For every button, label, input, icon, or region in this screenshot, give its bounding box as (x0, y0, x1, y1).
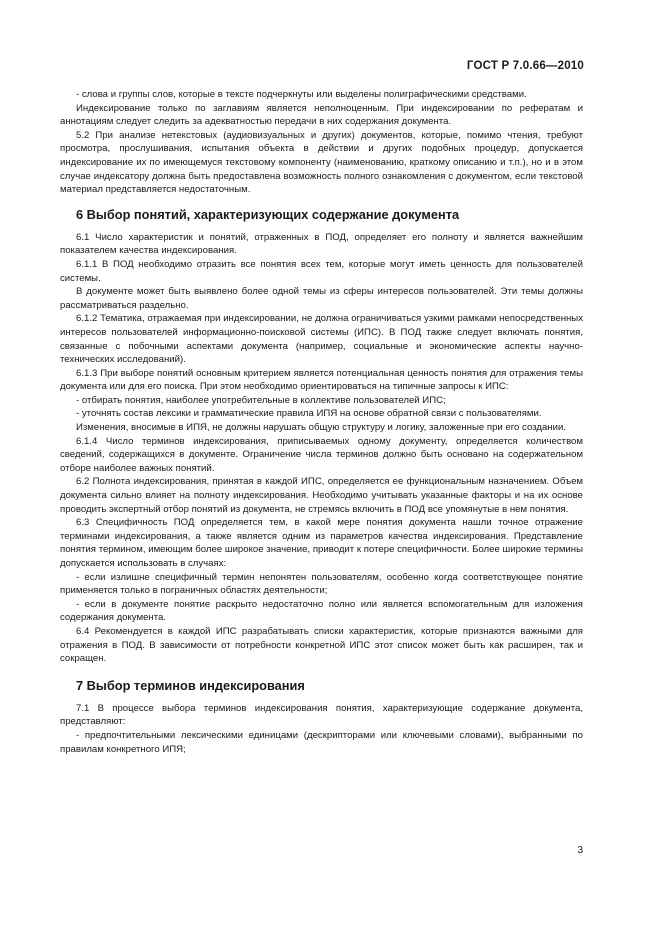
paragraph: 6.1 Число характеристик и понятий, отраженных в ПОД, определяет его полноту и является важнейшим показателем качества индексирования. (60, 231, 583, 257)
paragraph: В документе может быть выявлено более одной темы из сферы интересов пользователей. Эти темы должны рассматриваться раздельно. (60, 286, 583, 311)
paragraph: 6.4 Рекомендуется в каждой ИПС разрабатывать списки характеристик, которые признаются важными для отражения в ПОД. В зависимости от потребности конкретной ИПС этот список может быть как расширен, так и сокращен. (60, 625, 583, 665)
paragraph: 6.1.3 При выборе понятий основным критерием является потенциальная ценность понятия для отражения темы документа или для его поиска. При этом необходимо ориентироваться на типичные запросы к ИПС: (60, 367, 583, 393)
document-body (60, 88, 583, 756)
paragraph: 6.1.4 Число терминов индексирования, приписываемых одному документу, определяется количеством сведений, содержащихся в документе. Ограничение числа терминов должно быть основано на содержательном отборе наиболее важных понятий. (60, 435, 583, 474)
list-item: - отбирать понятия, наиболее употребительные в коллективе пользователей ИПС; (76, 394, 446, 406)
paragraph: 5.2 При анализе нетекстовых (аудиовизуальных и других) документов, которые, помимо чтения, требуют просмотра, прослушивания, испытания объекта в действии и других подобных процедур, допускается индексирование их по имеющемуся текстовому компоненту (наименованию, краткому описанию и т.п.), но и в этом случае индексатору должна быть предоставлена возможность полного ознакомления с документом, если текстовой материал представляется недостаточным. (60, 129, 583, 196)
spacer (60, 223, 583, 231)
list-item: - если в документе понятие раскрыто недостаточно полно или является вспомогательным для изложения содержания документа. (60, 598, 583, 624)
section-7-title: 7 Выбор терминов индексирования (76, 677, 305, 693)
paragraph: Индексирование только по заглавиям является неполноценным. При индексировании по рефератам и аннотациям следует следить за адекватностью передачи в них содержания документа. (60, 102, 583, 128)
spacer (60, 694, 583, 702)
document-header: ГОСТ Р 7.0.66—2010 (466, 60, 584, 72)
list-item: - предпочтительными лексическими единицами (дескрипторами или ключевыми словами), выбранными по правилам конкретного ИПЯ; (60, 729, 583, 755)
paragraph: 6.1.2 Тематика, отражаемая при индексировании, не должна ограничиваться узкими рамками непосредственных интересов пользователей информационно-поисковой системы (ИПС). В ПОД также следует включать понятия, связанные с побочными аспектами документа (например, социальные и экономические аспекты научно-технических исследований). (60, 313, 583, 366)
section-6-title: 6 Выбор понятий, характеризующих содержание документа (76, 206, 460, 222)
paragraph: 6.3 Специфичность ПОД определяется тем, в какой мере понятия документа нашли точное отражение терминами индексирования, а также является одним из параметров качества индексирования. Представление понятия термином, имеющим более широкое значение, приводит к потере специфичности. Более широкие термины допускается использовать в случаях: (60, 517, 583, 569)
paragraph: - слова и группы слов, которые в тексте подчеркнуты или выделены полиграфическими средствами. (76, 89, 527, 100)
paragraph: 6.2 Полнота индексирования, принятая в каждой ИПС, определяется ее функциональным назначением. Объем документа сильно влияет на полноту индексирования. Необходимо учитывать указанные факторы и на их основе проводить экспертный отбор понятий из документа, не стремясь включить в ПОД все упомянутые в нем понятия. (60, 476, 583, 515)
spacer (60, 197, 583, 207)
list-item: - если излишне специфичный термин непонятен пользователям, особенно когда соответствующее понятие применяется только в пограничных областях деятельности; (60, 571, 583, 597)
paragraph: 6.1.1 В ПОД необходимо отразить все понятия всех тем, которые могут иметь ценность для пользователей системы. (60, 258, 583, 284)
list-item: - уточнять состав лексики и грамматические правила ИПЯ на основе обратной связи с пользователями. (76, 408, 542, 420)
paragraph: 7.1 В процессе выбора терминов индексирования понятия, характеризующие содержание документа, представляют: (60, 702, 583, 728)
spacer (60, 666, 583, 678)
page-number: 3 (577, 845, 583, 856)
paragraph: Изменения, вносимые в ИПЯ, не должны нарушать общую структуру и логику, заложенные при его создании. (76, 422, 566, 434)
